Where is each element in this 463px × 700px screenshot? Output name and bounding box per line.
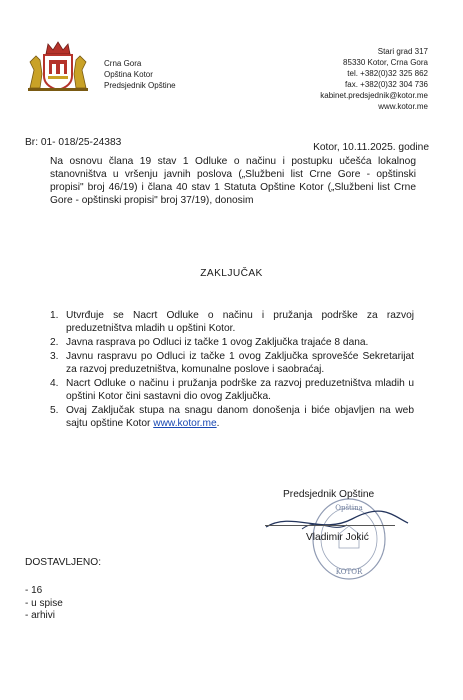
right-lion-shape — [74, 56, 86, 88]
list-item: - arhivi — [25, 610, 56, 621]
document-title: ZAKLJUČAK — [200, 268, 263, 279]
conclusion-items-list — [50, 309, 414, 431]
crown-shape — [46, 42, 70, 54]
item-number: 2. — [50, 337, 59, 348]
item-number: 4. — [50, 378, 59, 389]
left-lion-shape — [30, 56, 42, 88]
signatory-name: Vladimir Jokić — [306, 532, 369, 543]
org-line-country: Crna Gora — [104, 59, 142, 68]
item-text: Javnu raspravu po Odluci iz tačke 1 ovog Zaključka sprovešće Sekretarijat za razvoj preduzetništva, komunalne poslove i saobraćaj. — [66, 351, 414, 375]
item-number: 1. — [50, 310, 59, 321]
contact-fax: fax. +382(0)32 304 736 — [345, 80, 428, 89]
list-item — [50, 336, 414, 349]
seal-text-bottom: KOTOR — [335, 568, 363, 576]
list-item: - u spise — [25, 597, 63, 609]
list-item: - 16 — [25, 585, 43, 596]
intro-paragraph: Na osnovu člana 19 stav 1 Odluke o načinu i postupku učešća lokalnog stanovništva u vršenju javnih poslova („Službeni list Crne Gore - opštinski propisi" broj 46/19) i člana 40 stav 1 Statuta Opštine Kotor („Službeni list Crne Gore - opštinski propisi" broj 37/19), donosim — [50, 156, 416, 206]
item-text: Nacrt Odluke o načinu i pružanja podrške za razvoj preduzetništva mladih u opštini Kotor čini sastavni dio ovog Zaključka. — [66, 378, 414, 402]
item-text: Ovaj Zaključak stupa na snagu danom donošenja i biće objavljen na web sajtu opštine Kotor — [66, 405, 414, 429]
contact-address: Stari grad 317 — [377, 47, 428, 56]
contact-city: 85330 Kotor, Crna Gora — [343, 58, 428, 67]
contact-email[interactable]: kabinet.predsjednik@kotor.me — [320, 91, 428, 100]
list-item — [50, 309, 414, 335]
signatory-title: Predsjednik Opštine — [283, 489, 375, 500]
organization-block — [104, 58, 176, 91]
item-text: Javna rasprava po Odluci iz tačke 1 ovog Zaključka trajaće 8 dana. — [66, 337, 369, 348]
contact-block — [320, 46, 428, 112]
website-link[interactable]: www.kotor.me — [153, 418, 217, 429]
item-number: 3. — [50, 351, 59, 362]
seal-text-top: Opština — [335, 504, 363, 512]
municipality-crest-logo — [26, 40, 90, 92]
item-number: 5. — [50, 405, 59, 416]
list-item — [50, 377, 414, 403]
contact-website[interactable]: www.kotor.me — [378, 102, 428, 111]
signature-line — [265, 525, 395, 526]
list-item — [50, 404, 414, 430]
list-item — [50, 350, 414, 376]
org-line-municipality: Opština Kotor — [104, 70, 153, 79]
item-text-tail: . — [216, 418, 220, 429]
document-date: Kotor, 10.11.2025. godine — [313, 142, 429, 153]
item-text: Utvrđuje se Nacrt Odluke o načinu i pružanja podrške za razvoj preduzetništva mladih u opštini Kotor. — [66, 310, 414, 334]
org-line-office: Predsjednik Opštine — [104, 81, 176, 90]
distribution-list — [25, 585, 63, 623]
contact-phone: tel. +382(0)32 325 862 — [347, 69, 428, 78]
document-reference-number: Br: 01- 018/25-24383 — [25, 137, 122, 148]
distribution-label: DOSTAVLJENO: — [25, 557, 102, 568]
